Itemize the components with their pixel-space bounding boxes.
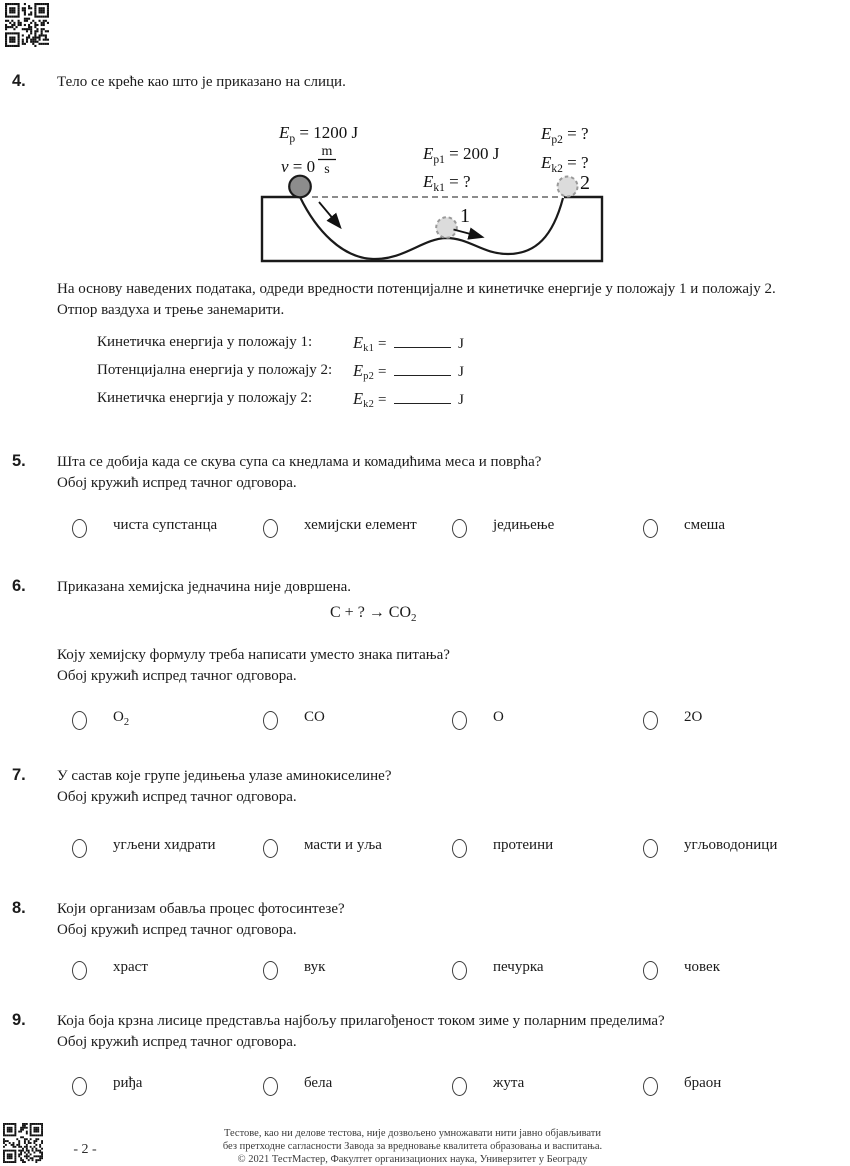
option-braon[interactable]	[643, 1076, 721, 1096]
page-number: - 2 -	[73, 1142, 97, 1157]
option-radio[interactable]	[263, 519, 278, 538]
option-o2[interactable]	[72, 710, 129, 730]
answer-blank-ep2[interactable]	[394, 361, 451, 376]
option-label: масти и уља	[304, 837, 382, 853]
question-5-number: 5.	[12, 452, 26, 470]
ball-position-2	[558, 177, 578, 197]
option-radio[interactable]	[643, 519, 658, 538]
option-label: храст	[113, 959, 148, 975]
option-smesa[interactable]	[643, 518, 725, 538]
option-label: браон	[684, 1075, 722, 1091]
fraction-numerator: m	[321, 144, 333, 159]
question-9-options	[0, 1076, 850, 1098]
question-6-subquestion: Коју хемијску формулу треба написати уместо знака питања? Обој кружић испред тачног одговора.	[57, 647, 450, 684]
option-radio[interactable]	[452, 1077, 467, 1096]
option-radio[interactable]	[452, 839, 467, 858]
option-radio[interactable]	[72, 711, 87, 730]
option-radio[interactable]	[452, 961, 467, 980]
label-ep: $E_p = 1200$ J	[279, 123, 359, 145]
option-label: једињење	[493, 517, 555, 533]
option-zuta[interactable]	[452, 1076, 524, 1096]
option-radio[interactable]	[263, 839, 278, 858]
option-radio[interactable]	[263, 711, 278, 730]
option-label: угљоводоници	[684, 837, 778, 853]
answer-row-ek2	[0, 388, 850, 410]
option-label: чиста супстанца	[113, 517, 218, 533]
option-o[interactable]	[452, 710, 504, 730]
question-4-paragraph: На основу наведених података, одреди вредности потенцијалне и кинетичке енергије у положају 1 и положају 2. Отпор ваздуха и трење занемарити.	[57, 281, 776, 318]
answer-row-ek1	[0, 332, 850, 354]
motion-arrow-1	[454, 230, 483, 238]
option-co[interactable]	[263, 710, 325, 730]
option-label: смеша	[684, 517, 726, 533]
label-position-2: 2	[580, 172, 590, 194]
question-8-number: 8.	[12, 899, 26, 917]
footer-line-3: © 2021 ТестМастер, Факултет организационих наука, Универзитет у Београду	[237, 1154, 588, 1165]
option-radio[interactable]	[263, 961, 278, 980]
question-5-options	[0, 518, 850, 540]
option-label: вук	[304, 959, 326, 975]
option-radio[interactable]	[452, 711, 467, 730]
fraction-denominator: s	[324, 162, 330, 177]
option-jedinjenje[interactable]	[452, 518, 554, 538]
option-label: угљени хидрати	[113, 837, 216, 853]
qr-code-footer	[3, 1123, 43, 1163]
option-bela[interactable]	[263, 1076, 332, 1096]
footer-copyright	[185, 1127, 640, 1166]
label-velocity: v = 0	[281, 157, 316, 176]
option-ugljeni-hidrati[interactable]	[72, 838, 216, 858]
option-radio[interactable]	[643, 1077, 658, 1096]
question-4-number: 4.	[12, 72, 26, 90]
answer-formula: $E_{p2} = J$	[353, 361, 465, 382]
answer-blank-ek1[interactable]	[394, 333, 451, 348]
chemical-equation: C + ? → $CO_2$	[330, 604, 417, 625]
track-curve	[300, 197, 563, 259]
option-radio[interactable]	[72, 961, 87, 980]
option-label: жута	[493, 1075, 525, 1091]
motion-arrow-start	[319, 202, 340, 227]
option-label: $O_2$	[113, 709, 130, 728]
answer-label: Кинетичка енергија у положају 1:	[97, 334, 313, 350]
option-label: протеини	[493, 837, 554, 853]
question-5-text: Шта се добија када се скува супа са кнедлама и комадићима меса и поврћа? Обој кружић испред тачног одговора.	[57, 454, 542, 491]
footer-line-1: Тестове, као ни делове тестова, није дозвољено умножавати нити јавно објављивати	[223, 1128, 602, 1139]
label-ep1: $E_{p1} = 200$ J	[423, 144, 500, 166]
option-label: CO	[304, 709, 325, 725]
option-label: човек	[684, 959, 720, 975]
option-covek[interactable]	[643, 960, 720, 980]
footer-line-2: без претходне сагласности Завода за вредновање квалитета образовања и васпитања.	[222, 1141, 603, 1152]
answer-formula: $E_{k1} = J$	[353, 333, 465, 354]
question-6-options	[0, 710, 850, 732]
option-radio[interactable]	[452, 519, 467, 538]
ball-position-1	[436, 217, 457, 238]
option-ridja[interactable]	[72, 1076, 142, 1096]
question-7-number: 7.	[12, 766, 26, 784]
answer-label: Потенцијална енергија у положају 2:	[97, 362, 333, 378]
question-8-text: Који организам обавља процес фотосинтезе? Обој кружић испред тачног одговора.	[57, 901, 345, 938]
question-8-options	[0, 960, 850, 982]
option-2o[interactable]	[643, 710, 702, 730]
option-masti-i-ulja[interactable]	[263, 838, 382, 858]
answer-blank-ek2[interactable]	[394, 389, 451, 404]
option-radio[interactable]	[263, 1077, 278, 1096]
option-label: 2O	[684, 709, 703, 725]
question-7-options	[0, 838, 850, 860]
option-proteini[interactable]	[452, 838, 553, 858]
question-9-text: Која боја крзна лисице представља најбољу прилагођеност током зиме у поларним пределима? Обој кружић испред тачног одговора.	[57, 1013, 665, 1050]
option-hrast[interactable]	[72, 960, 148, 980]
question-9-number: 9.	[12, 1011, 26, 1029]
option-label: хемијски елемент	[304, 517, 417, 533]
option-radio[interactable]	[72, 519, 87, 538]
option-radio[interactable]	[643, 961, 658, 980]
ball-start	[289, 176, 311, 198]
label-ep2: $E_{p2}$ = ?	[541, 124, 589, 146]
option-cista-supstanca[interactable]	[72, 518, 217, 538]
qr-code-top	[5, 3, 49, 47]
answer-label: Кинетичка енергија у положају 2:	[97, 390, 313, 406]
option-label: печурка	[493, 959, 544, 975]
option-label: O	[493, 709, 504, 725]
label-ek2: $E_{k2}$ = ?	[541, 153, 589, 175]
question-7-text: У састав које групе једињења улазе аминокиселине? Обој кружић испред тачног одговора.	[57, 768, 392, 805]
physics-energy-diagram	[246, 112, 626, 272]
option-radio[interactable]	[72, 839, 87, 858]
option-radio[interactable]	[72, 1077, 87, 1096]
option-radio[interactable]	[643, 839, 658, 858]
option-pecurka[interactable]	[452, 960, 544, 980]
label-ek1: $E_{k1}$ = ?	[423, 172, 471, 194]
question-4-text: Тело се креће као што је приказано на слици.	[57, 74, 346, 90]
answer-row-ep2	[0, 360, 850, 382]
question-6-number: 6.	[12, 577, 26, 595]
label-position-1: 1	[460, 205, 470, 227]
question-6-text: Приказана хемијска једначина није довршена.	[57, 579, 352, 595]
option-hemijski-element[interactable]	[263, 518, 417, 538]
option-label: риђа	[113, 1075, 143, 1091]
option-ugljovodonici[interactable]	[643, 838, 777, 858]
option-label: бела	[304, 1075, 333, 1091]
option-radio[interactable]	[643, 711, 658, 730]
option-vuk[interactable]	[263, 960, 325, 980]
answer-formula: $E_{k2} = J$	[353, 389, 465, 410]
